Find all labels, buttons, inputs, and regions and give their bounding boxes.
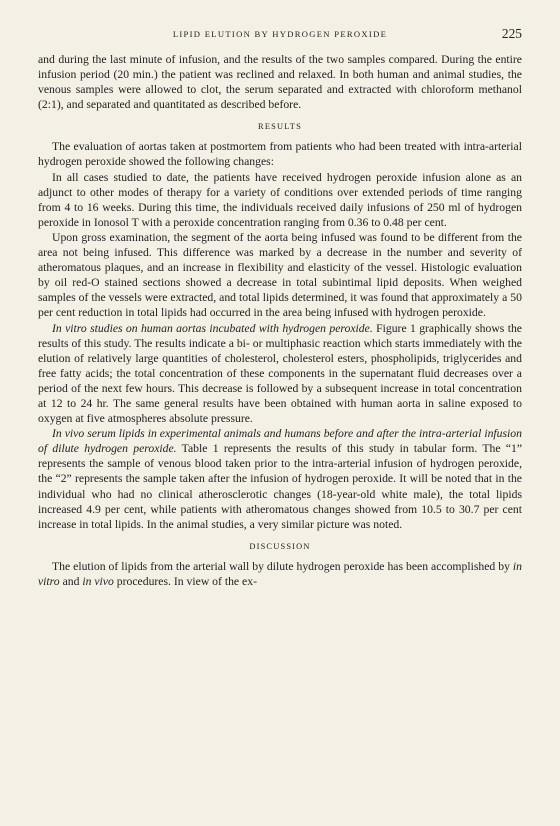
intro-paragraph: and during the last minute of infusion, and the results of the two samples compared. During the entire infusion period (20 min.) the patient was reclined and relaxed. In both human and animal studies, the venous samples were allowed to clot, the serum separated and extracted with chloroform methanol (2:1), and separated and quantitated as described before. [38,53,522,112]
results-heading: RESULTS [258,122,302,132]
results-paragraph-3: Upon gross examination, the segment of the aorta being infused was found to be different from the area not being infused. This difference was marked by a decrease in the number and severity of atheromatous plaques, and an increase in flexibility and elasticity of the vessel. Histologic evaluation by oil red-O stained sections showed a decrease in total subintimal lipid deposits. When weighed samples of the vessels were extracted, and total lipids determined, it was found that approximately a 50 per cent reduction in total lipids had occurred in the area being infused with hydrogen peroxide. [38,230,522,320]
in-vitro-text: Figure 1 graphically shows the results of this study. The results indicate a bi- or multiphasic reaction which starts immediately with the elution of relatively large quantities of cholesterol, cholesterol esters, phospholipids, triglycerides and free fatty acids; the total concentration of these components in the supernatant fluid decreases over a period of the next few hours. This decrease is followed by a subsequent increase in total concentration at 12 to 24 hr. The same general results have been obtained with human aorta in saline exposed to oxygen at five atmospheres absolute pressure. [38,321,522,426]
page-number: 225 [501,26,522,41]
results-paragraph-5 [38,426,522,532]
article-body [38,52,522,589]
running-title: LIPID ELUTION BY HYDROGEN PEROXIDE [172,29,388,39]
results-paragraph-4 [38,321,522,427]
in-vivo-text: Table 1 represents the results of this study in tabular form. The “1” represents the sample of venous blood taken prior to the intra-arterial infusion of hydrogen peroxide, the “2” represents the sample taken after the infusion of hydrogen peroxide. It will be noted that in the individual who had no clinical atherosclerotic changes (18-year-old white male), the total lipids increased 4.9 per cent, while patients with atheromatous changes showed from 10.5 to 30.7 per cent increase in total lipids. In the animal studies, a very similar picture was noted. [38,442,523,531]
page-header [38,27,522,43]
in-vitro-subheading: In vitro studies on human aortas incubated with hydrogen peroxide. [52,321,373,335]
discussion-paragraph-1: The elution of lipids from the arterial wall by dilute hydrogen peroxide has been accomplished by in vitro and in vivo procedures. In view of the ex- [38,559,522,588]
discussion-heading: DISCUSSION [249,541,311,551]
results-paragraph-2: In all cases studied to date, the patients have received hydrogen peroxide infusion alone as an adjunct to other modes of therapy for a variety of conditions over extended periods of time ranging from 4 to 16 weeks. During this time, the individuals received daily infusions of 250 ml of hydrogen peroxide in Ionosol T with a peroxide concentration ranging from 0.36 to 0.48 per cent. [38,170,522,229]
in-vivo-subheading: In vivo serum lipids in experimental animals and humans before and after the intra-arterial infusion of dilute hydrogen peroxide. [38,427,522,456]
results-paragraph-1: The evaluation of aortas taken at postmortem from patients who had been treated with intra-arterial hydrogen peroxide showed the following changes: [38,140,522,169]
